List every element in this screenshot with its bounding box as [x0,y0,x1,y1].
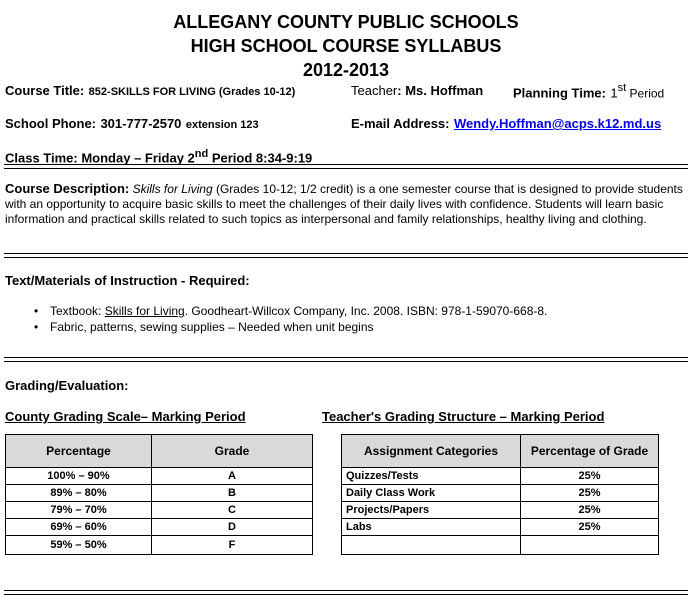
header-year: 2012-2013 [302,60,390,80]
table-cell: Labs [342,519,521,536]
phone-value: 301-777-2570 [100,116,182,131]
phone-label: School Phone: [5,116,96,131]
divider-1 [4,164,688,169]
planning-label: Planning Time: [513,85,606,101]
teacher-structure-title: Teacher's Grading Structure – Marking Period [322,409,605,424]
textbook-title: Skills for Living [104,304,185,318]
table-row [342,536,659,555]
header-line-1: ALLEGANY COUNTY PUBLIC SCHOOLS [173,12,519,32]
divider-2 [4,253,688,258]
email-row [351,115,661,133]
course-title-value: 852-SKILLS FOR LIVING (Grades 10-12) [88,86,296,98]
table-row [342,519,659,536]
table-cell [342,536,521,555]
description-text: (Grades 10-12; 1/2 credit) is a one semester course that is designed to provide students with an opportunity to acquire basic skills to meet the challenges of their daily lives with confidence. Students will learn basic information and practical skills related to such topics as interpersonal and family relationships, healthy living and clothing. [5,182,683,226]
column-header-grade: Grade [152,435,313,468]
header-line-2: HIGH SCHOOL COURSE SYLLABUS [190,36,502,56]
planning-value: 1 [610,85,618,101]
table-cell: 79% – 70% [6,502,152,519]
table-row [342,502,659,519]
table-cell: Projects/Papers [342,502,521,519]
planning-row [513,82,664,102]
divider-4 [4,590,688,595]
materials-heading: Text/Materials of Instruction - Required: [5,273,250,288]
table-row [6,485,313,502]
description-italic: Skills for Living [132,182,213,196]
table-cell: D [152,519,313,536]
list-item [30,319,680,335]
table-cell: 25% [521,468,659,485]
supplies-text: Fabric, patterns, sewing supplies – Needed when unit begins [50,320,374,334]
table-cell: 25% [521,519,659,536]
course-title-label: Course Title: [5,83,85,98]
column-header-percentage: Percentage [6,435,152,468]
teacher-label: Teacher [351,83,398,98]
table-cell: C [152,502,313,519]
table-row [342,468,659,485]
table-cell: 89% – 80% [6,485,152,502]
email-label: E-mail Address: [351,116,450,131]
table-cell: Daily Class Work [342,485,521,502]
table-cell: 25% [521,502,659,519]
class-time-suffix: Period 8:34-9:19 [208,150,313,166]
phone-extension: extension 123 [185,119,259,131]
table-row [6,519,313,536]
phone-row [5,115,259,133]
bullet-icon: • [34,320,39,334]
table-cell: A [152,468,313,485]
table-header-row [342,435,659,468]
course-description [5,181,689,227]
table-cell: 25% [521,485,659,502]
grading-heading: Grading/Evaluation: [5,378,129,393]
county-grading-table [5,434,313,555]
textbook-prefix: Textbook: [50,304,105,318]
table-cell: B [152,485,313,502]
bullet-icon: • [34,304,39,318]
teacher-value: : Ms. Hoffman [397,83,484,98]
description-label: Course Description: [5,181,130,196]
teacher-row [351,82,483,100]
planning-sup: st [617,82,627,94]
table-row [6,502,313,519]
class-time [5,148,312,165]
table-cell: 100% – 90% [6,468,152,485]
table-row [6,536,313,555]
column-header-percentage: Percentage of Grade [521,435,659,468]
table-cell [521,536,659,555]
table-cell: Quizzes/Tests [342,468,521,485]
planning-suffix: Period [626,86,665,101]
column-header-categories: Assignment Categories [342,435,521,468]
email-link[interactable]: Wendy.Hoffman@acps.k12.md.us [453,116,662,131]
table-row [342,485,659,502]
table-cell: 59% – 50% [6,536,152,555]
materials-list [30,303,680,335]
divider-3 [4,357,688,362]
table-row [6,468,313,485]
list-item [30,303,680,319]
table-header-row [6,435,313,468]
class-time-prefix: Class Time: Monday – Friday 2 [5,150,195,166]
course-title-row [5,82,295,100]
class-time-sup: nd [194,148,209,160]
teacher-grading-table [341,434,659,555]
table-cell: F [152,536,313,555]
textbook-details: . Goodheart-Willcox Company, Inc. 2008. ISBN: 978-1-59070-668-8. [184,304,548,318]
county-scale-title: County Grading Scale– Marking Period [5,409,246,424]
table-cell: 69% – 60% [6,519,152,536]
